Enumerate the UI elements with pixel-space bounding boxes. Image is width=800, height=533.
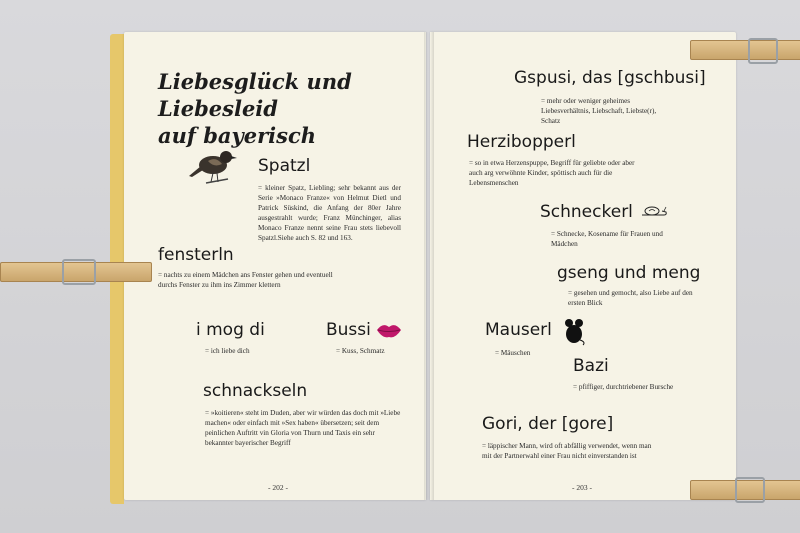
entry-term-herzibopperl: Herzibopperl xyxy=(467,132,576,152)
entry-term-mauserl: Mauserl xyxy=(485,320,552,340)
entry-term-gori: Gori, der [gore] xyxy=(482,414,614,434)
entry-term-spatzl: Spatzl xyxy=(258,156,311,176)
clothespin-top-right-spring xyxy=(748,38,778,64)
clothespin-bottom-right-spring xyxy=(735,477,765,503)
entry-term-bussi: Bussi xyxy=(326,320,371,340)
snail-icon xyxy=(640,203,668,217)
page-number-left: - 202 - xyxy=(268,483,288,492)
entry-definition-mauserl: = Mäuschen xyxy=(495,349,531,357)
entry-definition-spatzl: = kleiner Spatz, Liebling; sehr bekannt aus der Serie »Monaco Franze« von Helmut Dietl und Patrick Süskind, die Anfang der 80er Jahre ausgestrahlt wurde; Franz Münchinger, alias Monaco Franze nennt seine Frau stets liebevoll Spatzl.Siehe auch S. 82 und 163. xyxy=(258,184,401,242)
entry-definition-gori: = läppischer Mann, wird oft abfällig verwendet, wenn man mit der Partnerwahl einer Frau nicht einverstanden ist xyxy=(482,442,652,460)
entry-definition-bussi: = Kuss, Schmatz xyxy=(336,347,385,355)
entry-term-gspusi: Gspusi, das [gschbusi] xyxy=(514,68,706,88)
entry-definition-schnackseln: = »koitieren« steht im Duden, aber wir würden das doch mit »Liebe machen« oder einfach mit »Sex haben« übersetzen; seit dem peinlichen Auftritt vin Gloria von Thurn und Taxis ein sehr bekannter bayerischer Begriff xyxy=(205,409,401,447)
entry-term-gseng-und-meng: gseng und meng xyxy=(557,263,701,283)
entry-definition-bazi: = pfiffiger, durchtriebener Bursche xyxy=(573,383,674,391)
heading-line-1: Liebesglück und Liebesleid xyxy=(158,69,352,121)
mouse-icon xyxy=(561,318,587,346)
entry-definition-herzibopperl: = so in etwa Herzenspuppe, Begriff für geliebte oder aber auch arg verwöhnte Kinder, spöttisch auch für die Lebensmenschen xyxy=(469,159,635,187)
page-number-right: - 203 - xyxy=(572,483,592,492)
page-heading xyxy=(158,68,428,149)
entry-term-schnackseln: schnackseln xyxy=(203,381,308,401)
heading-line-2: auf bayerisch xyxy=(158,123,316,148)
entry-definition-fensterln: = nachts zu einem Mädchen ans Fenster gehen und eventuell durchs Fenster zu ihm ins Zimmer klettern xyxy=(158,271,333,289)
entry-definition-gspusi: = mehr oder weniger geheimes Liebesverhältnis, Liebschaft, Liebste(r), Schatz xyxy=(541,97,657,125)
entry-definition-gseng-und-meng: = gesehen und gemocht, also Liebe auf den ersten Blick xyxy=(568,289,693,307)
entry-term-i-mog-di: i mog di xyxy=(196,320,265,340)
entry-term-schneckerl: Schneckerl xyxy=(540,202,633,222)
lips-kiss-icon xyxy=(375,322,403,340)
entry-term-bazi: Bazi xyxy=(573,356,609,376)
clothespin-top-right xyxy=(690,40,800,60)
entry-definition-i-mog-di: = ich liebe dich xyxy=(205,347,250,355)
sparrow-icon xyxy=(188,146,240,188)
entry-term-fensterln: fensterln xyxy=(158,245,234,265)
clothespin-left-spring xyxy=(62,259,96,285)
entry-definition-schneckerl: = Schnecke, Kosename für Frauen und Mädchen xyxy=(551,230,663,248)
